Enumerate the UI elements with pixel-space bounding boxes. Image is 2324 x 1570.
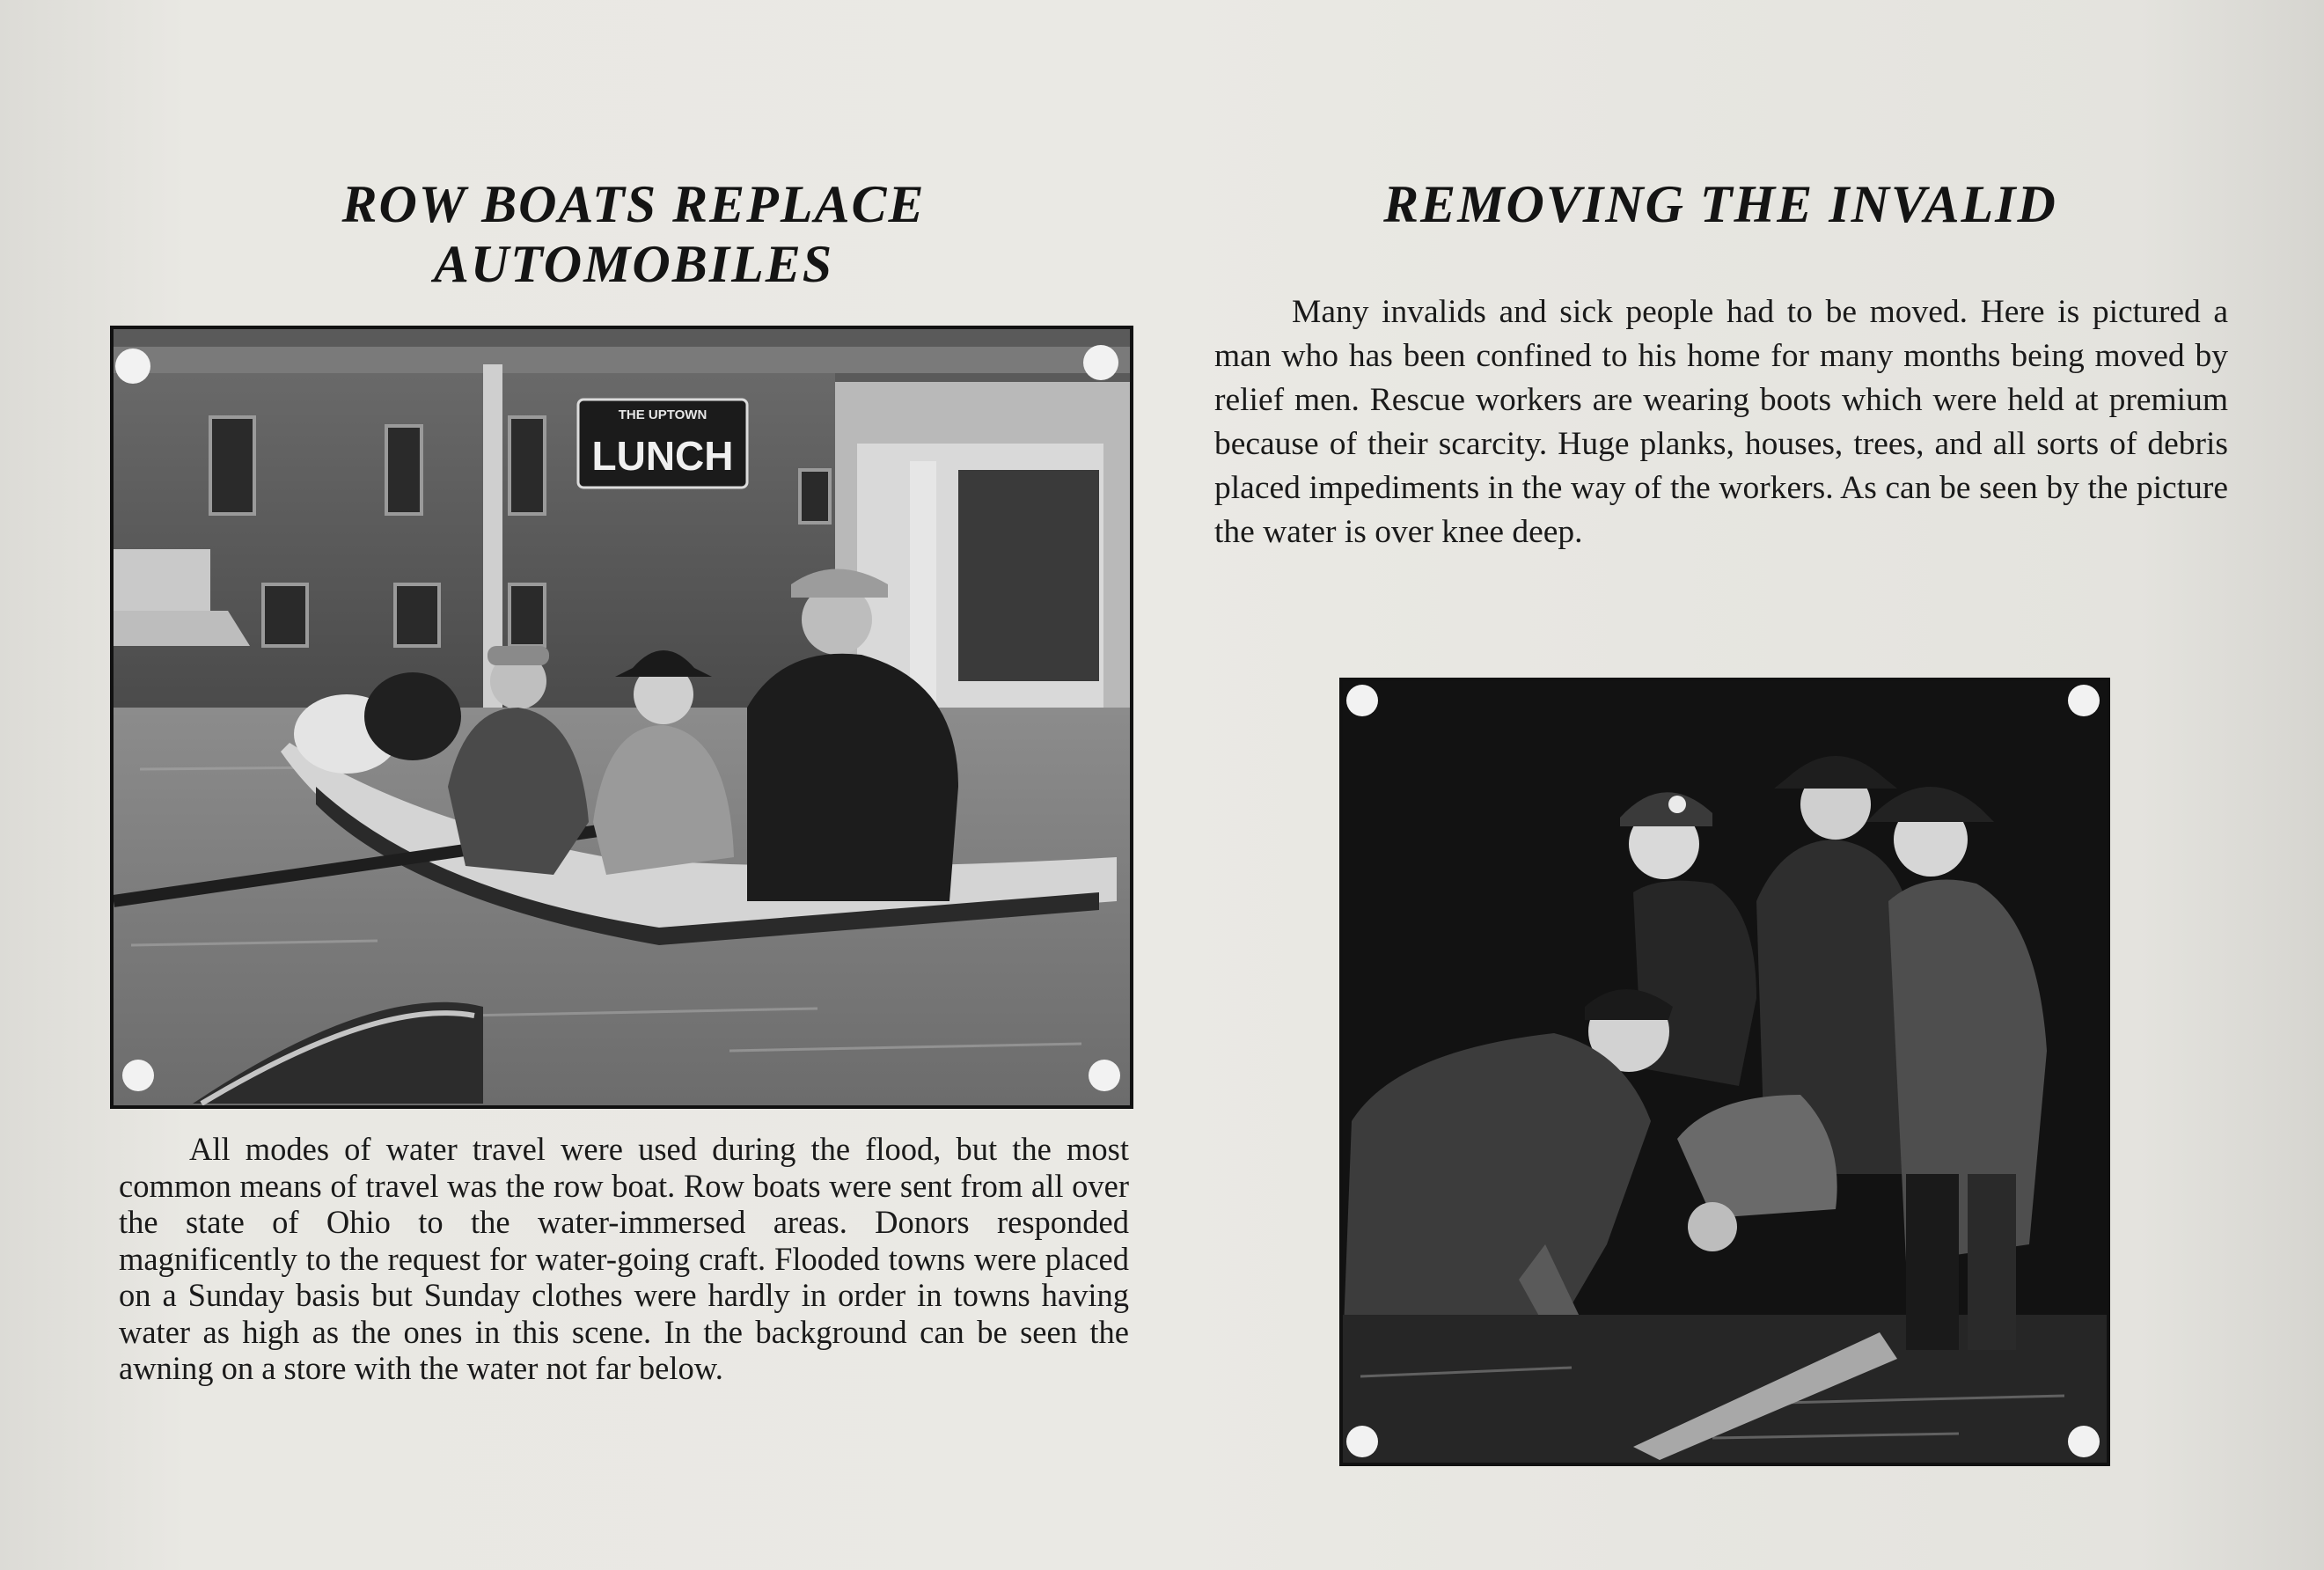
right-caption <box>1214 290 2228 554</box>
right-caption-text: Many invalids and sick people had to be moved. Here is pictured a man who has been confined to his home for many months being moved by relief men. Rescue workers are wearing boots which were held at premium because of their scarcity. Huge planks, houses, trees, and all sorts of debris placed impediments in the way of the workers. As can be seen by the picture the water is over knee deep. <box>1214 294 2228 550</box>
sign-top-text: THE UPTOWN <box>618 407 707 422</box>
left-heading: ROW BOATS REPLACE AUTOMOBILES <box>341 175 926 293</box>
left-caption <box>119 1131 1129 1387</box>
right-heading: REMOVING THE INVALID <box>1383 175 2057 233</box>
rowboat-flood-photo <box>110 326 1133 1109</box>
invalid-rescue-photo <box>1339 678 2110 1466</box>
sign-main-text: LUNCH <box>591 433 734 479</box>
left-caption-text: All modes of water travel were used during the flood, but the most common means of travel was the row boat. Row boats were sent from all over the state of Ohio to the water-immersed areas. Donors responded magnificently to the request for water-going craft. Flooded towns were placed on a Sunday basis but Sunday clothes were hardly in order in towns having water as high as the ones in this scene. In the background can be seen the awning on a store with the water not far below. <box>119 1131 1129 1386</box>
